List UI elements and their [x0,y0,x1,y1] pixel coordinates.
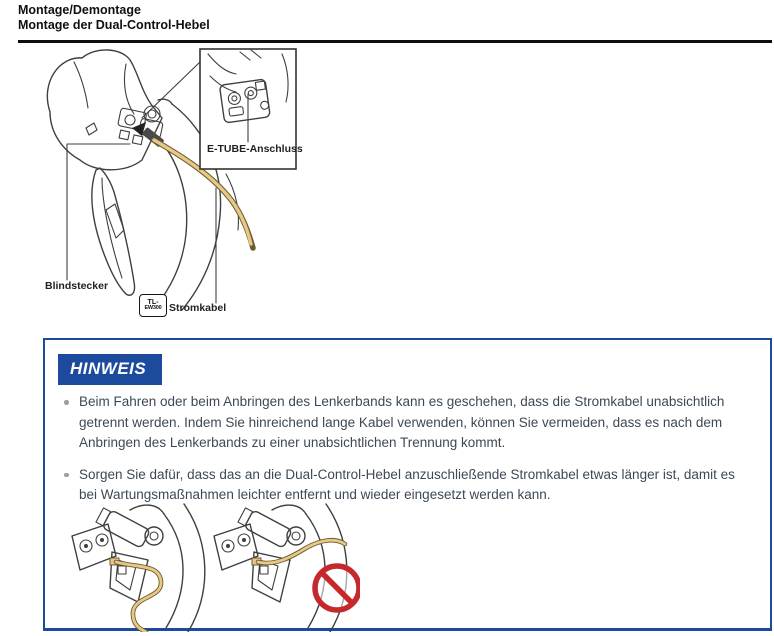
cable-routing-illustrations [60,500,360,632]
page-title-line1: Montage/Demontage [18,3,141,17]
correct-routing-illustration [72,504,205,632]
label-power-cable: Stromkabel [169,302,227,314]
tool-tl-ew300-badge [139,294,167,317]
label-blind-plug: Blindstecker [45,280,109,292]
tool-label-line2: EW300 [144,305,162,312]
page-title [18,3,210,32]
tool-label-line1: TL- [147,299,159,307]
notice-bullet: Sorgen Sie dafür, dass das an die Dual-Control-Hebel anzuschließende Stromkabel etwas länger ist, damit es bei Wartungsmaßnahmen leichter entfernt und wieder eingesetzt werden kann. [62,465,752,506]
notice-bullet: Beim Fahren oder beim Anbringen des Lenkerbands kann es geschehen, dass die Stromkabel unabsichtlich getrennt werden. Indem Sie hinreichend lange Kabel verwenden, können Sie vermeiden, dass es nach dem Anbringen des Lenkerbands zu einer unabsichtlichen Trennung kommt. [62,392,752,454]
notice-bullet-list [62,392,752,517]
notice-title: HINWEIS [58,354,162,385]
notice-box [43,338,772,631]
page-title-line2: Montage der Dual-Control-Hebel [18,17,210,32]
label-etube-connector: E-TUBE-Anschluss [207,143,303,155]
prohibition-icon [315,566,359,610]
cable-routing-art [60,500,360,632]
